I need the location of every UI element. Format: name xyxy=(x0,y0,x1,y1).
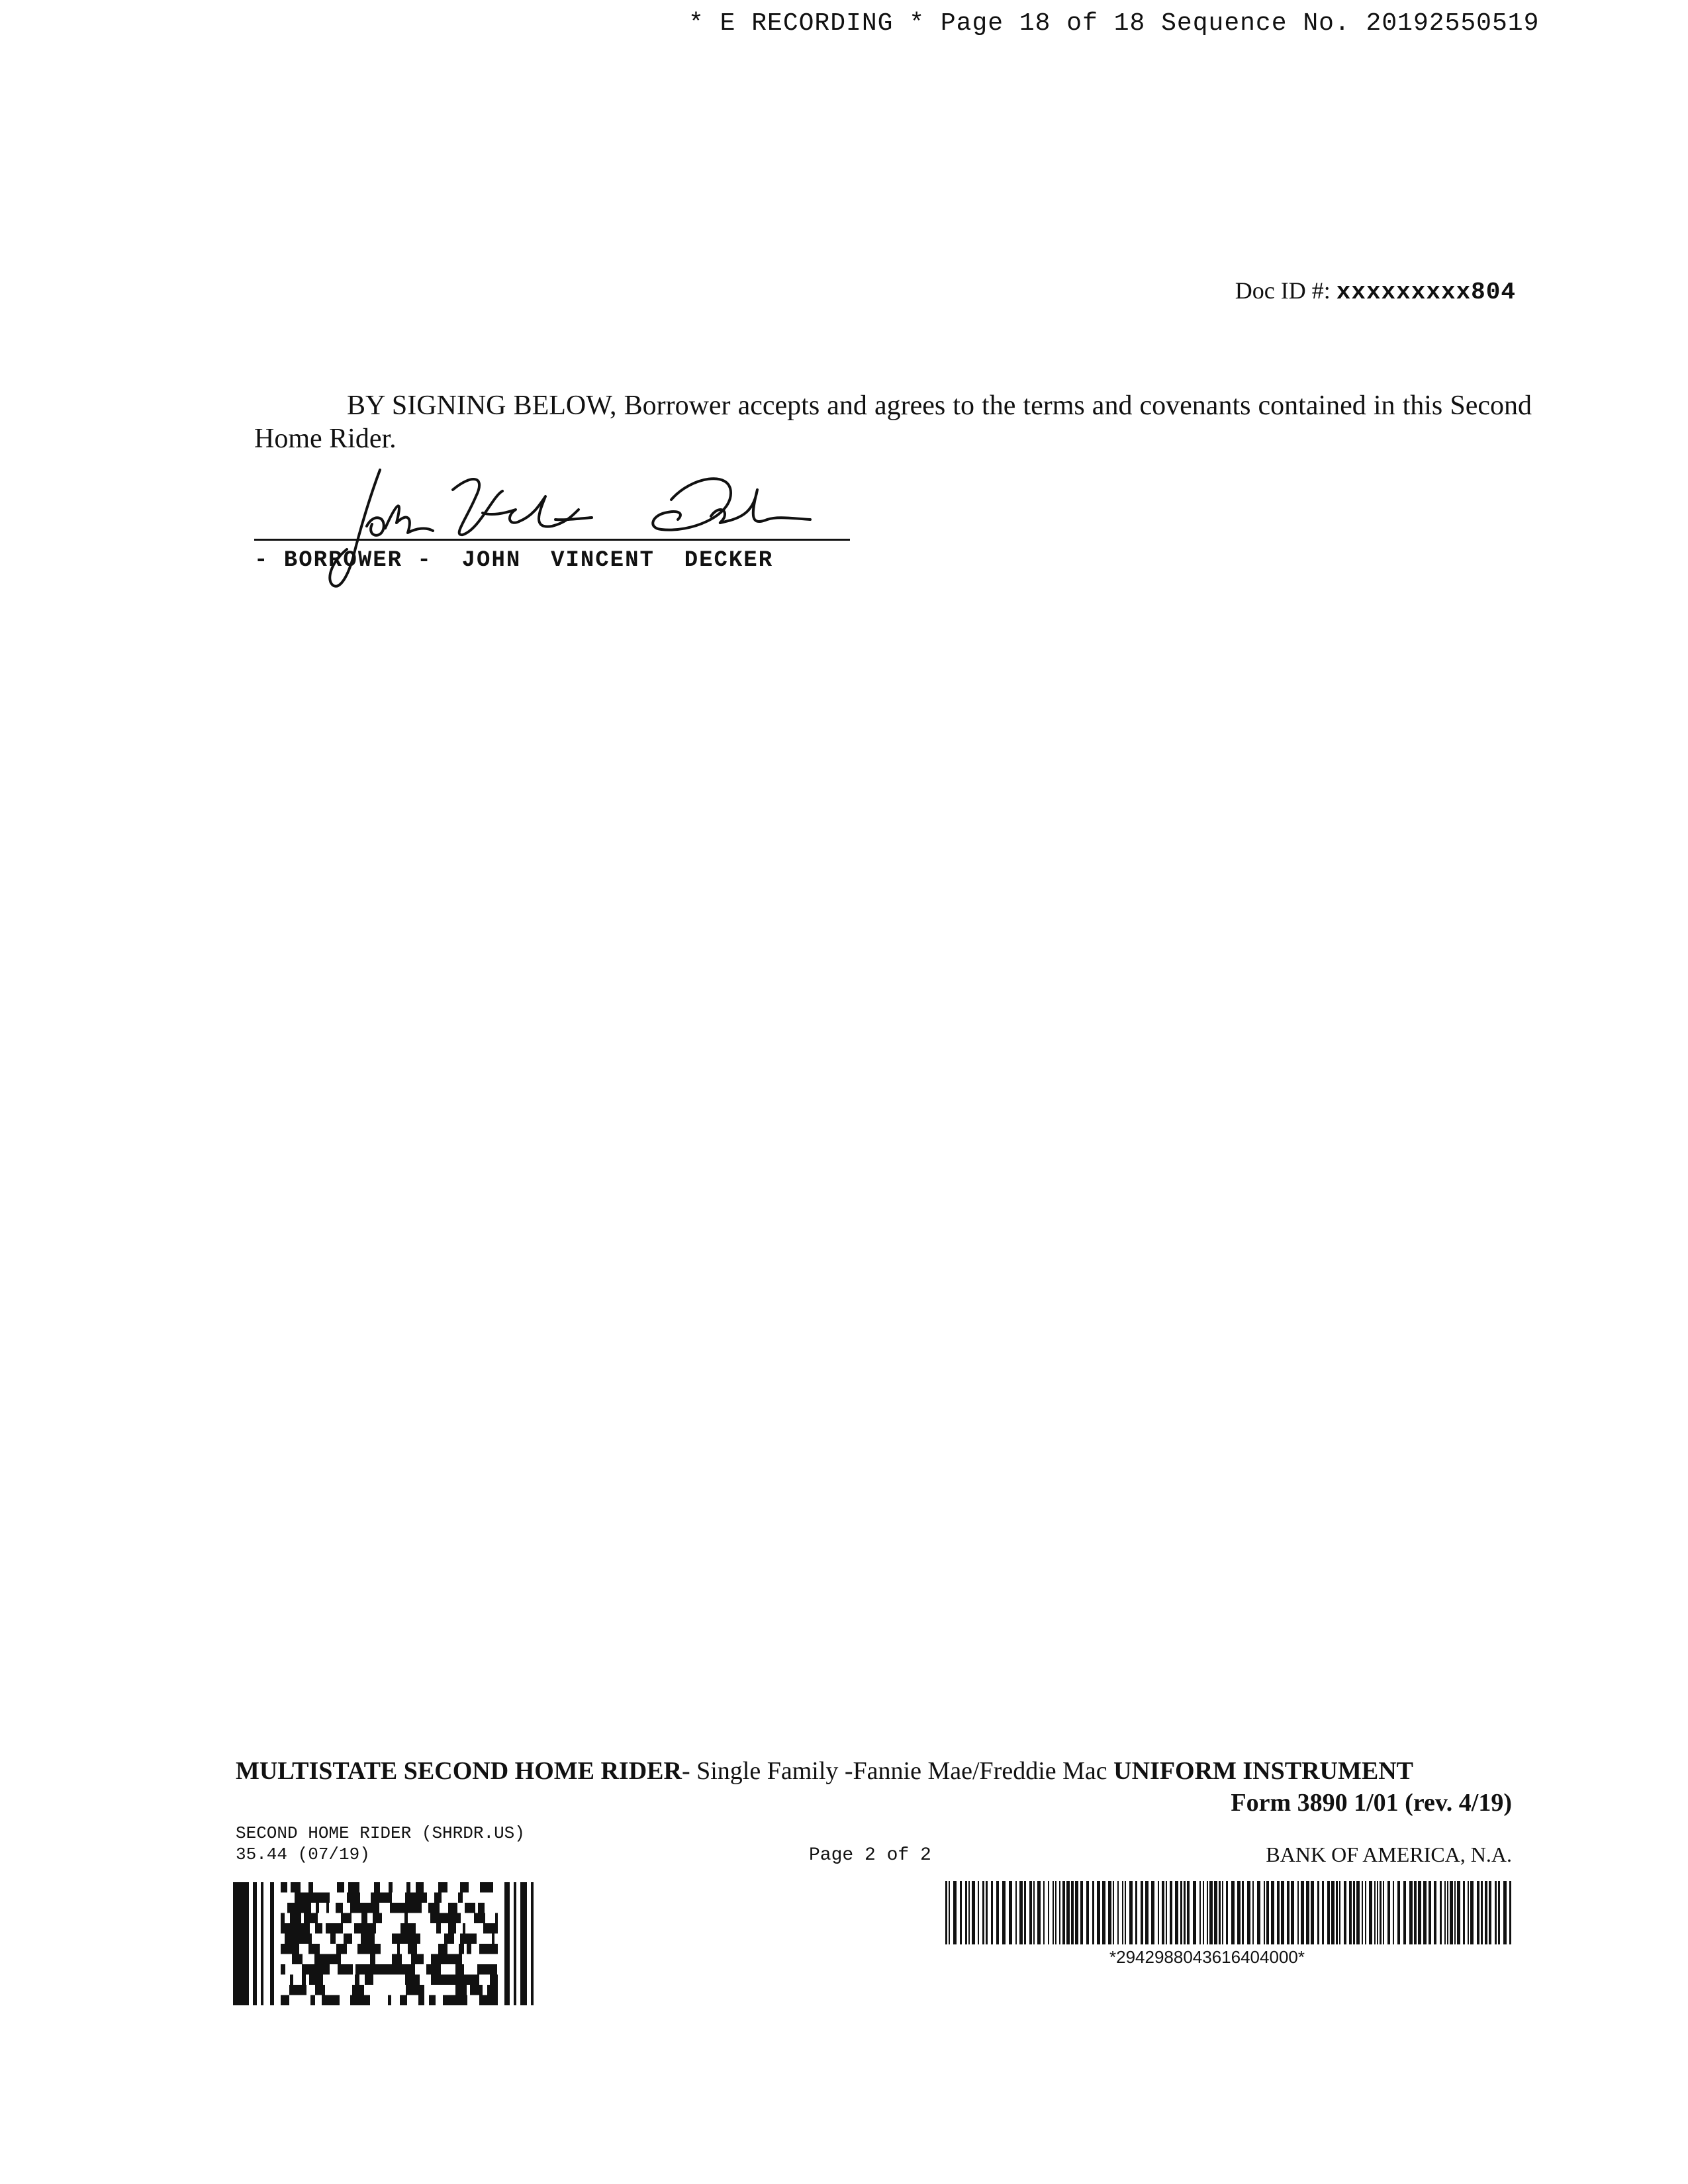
doc-id-value: xxxxxxxxx804 xyxy=(1336,279,1516,306)
borrower-name-label: - BORROWER - JOHN VINCENT DECKER xyxy=(254,548,774,573)
form-code xyxy=(236,1823,525,1865)
signing-statement: BY SIGNING BELOW, Borrower accepts and agrees to the terms and covenants contained in this Second Home Rider. xyxy=(254,390,1532,454)
form-code-line1: SECOND HOME RIDER (SHRDR.US) xyxy=(236,1823,525,1843)
form-code-line2: 35.44 (07/19) xyxy=(236,1844,370,1864)
page-indicator: Page 2 of 2 xyxy=(809,1845,931,1866)
lender-name: BANK OF AMERICA, N.A. xyxy=(1266,1843,1512,1866)
barcode-number: *2942988043616404000* xyxy=(1109,1947,1305,1967)
form-title-end: UNIFORM INSTRUMENT xyxy=(1113,1757,1413,1785)
form-number: Form 3890 1/01 (rev. 4/19) xyxy=(1231,1789,1512,1817)
doc-id-label: Doc ID #: xyxy=(1235,277,1331,304)
recording-header: * E RECORDING * Page 18 of 18 Sequence No. 20192550519 xyxy=(688,9,1540,38)
linear-barcode-icon xyxy=(945,1881,1512,1944)
form-title-main: MULTISTATE SECOND HOME RIDER xyxy=(236,1757,682,1785)
form-title-middle: - Single Family -Fannie Mae/Freddie Mac xyxy=(681,1757,1114,1785)
signature-line xyxy=(254,539,850,541)
2d-barcode-icon xyxy=(233,1882,540,2005)
form-title xyxy=(236,1756,1480,1786)
doc-id xyxy=(1235,277,1516,306)
signature-block xyxy=(254,450,870,596)
handwritten-signature xyxy=(254,450,870,596)
